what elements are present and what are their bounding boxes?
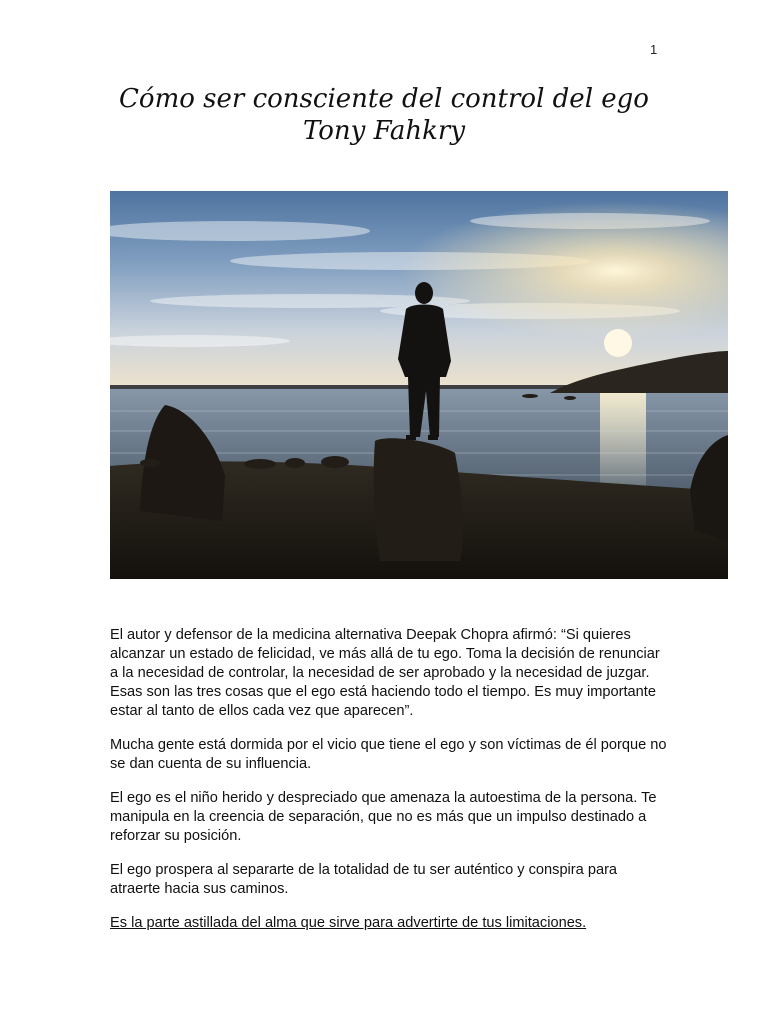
document-title-block [0, 83, 768, 147]
body-text [110, 626, 670, 948]
paragraph-2: Mucha gente está dormida por el vicio que tiene el ego y son víctimas de él porque no se dan cuenta de su influencia. [110, 737, 667, 772]
paragraph-1: El autor y defensor de la medicina alternativa Deepak Chopra afirmó: “Si quieres alcanzar un estado de felicidad, ve más allá de tu ego. Toma la decisión de renunciar a la necesidad de controlar, la necesidad de ser aprobado y la necesidad de juzgar. Esas son las tres cosas que el ego está haciendo todo el tiempo. Es muy importante estar al tanto de ellos cada vez que aparecen”. [110, 627, 660, 719]
document-author: Tony Fahkry [302, 116, 466, 146]
paragraph-3: El ego es el niño herido y despreciado que amenaza la autoestima de la persona. Te manipula en la creencia de separación, que no es más que un impulso destinado a reforzar su posición. [110, 790, 657, 844]
underlined-paragraph: Es la parte astillada del alma que sirve para advertirte de tus limitaciones. [110, 915, 587, 931]
document-title: Cómo ser consciente del control del ego [119, 84, 649, 114]
man-silhouette-on-rock-at-lake-sunset-icon [110, 191, 728, 579]
page-number: 1 [650, 42, 658, 57]
paragraph-4: El ego prospera al separarte de la totalidad de tu ser auténtico y conspira para atraerte hacia sus caminos. [110, 862, 618, 897]
